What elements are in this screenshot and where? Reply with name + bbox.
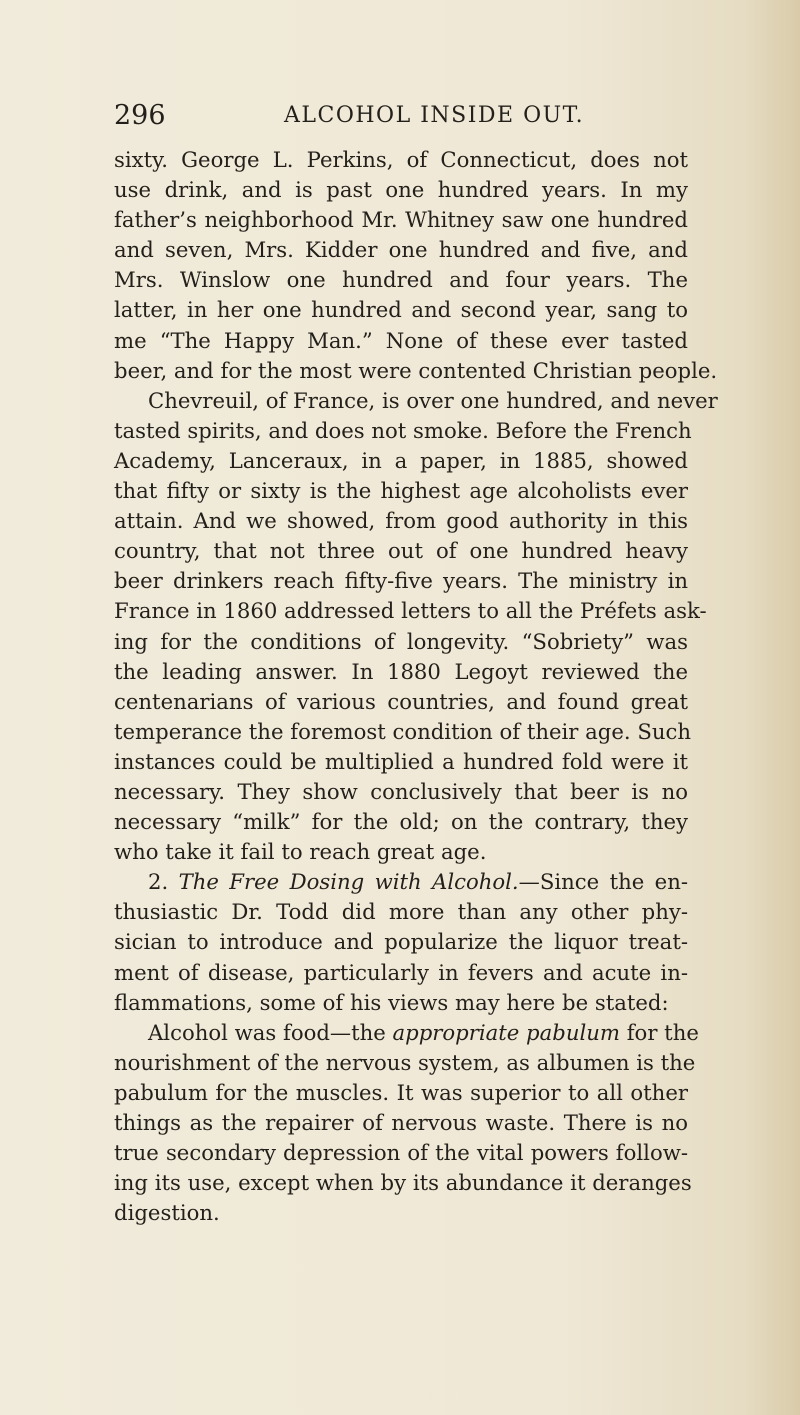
text-line: that fifty or sixty is the highest age alcoholists ever	[114, 478, 688, 504]
text-line: the leading answer. In 1880 Legoyt reviewed the	[114, 658, 688, 684]
text-line: Academy, Lanceraux, in a paper, in 1885, showed	[114, 447, 688, 473]
text-line: tasted spirits, and does not smoke. Before the French	[114, 417, 692, 443]
text-line-segment: —Since the en-	[518, 869, 688, 895]
text-line: latter, in her one hundred and second year, sang to	[114, 297, 688, 323]
text-line: necessary “milk” for the old; on the contrary, they	[114, 809, 688, 835]
text-line: Chevreuil, of France, is over one hundred, and never	[148, 387, 718, 413]
text-line: France in 1860 addressed letters to all the Préfets ask-	[114, 598, 707, 624]
text-line-segment: Alcohol was food—the	[148, 1019, 393, 1045]
text-line: beer, and for the most were contented Christian people.	[114, 357, 718, 383]
italic-text: The Free Dosing with Alcohol.	[178, 869, 519, 895]
italic-text: appropriate pabulum	[392, 1019, 620, 1045]
text-line: who take it fail to reach great age.	[114, 839, 487, 865]
text-line: temperance the foremost condition of their age. Such	[114, 718, 692, 744]
text-line: sixty. George L. Perkins, of Connecticut, does not	[114, 147, 688, 172]
text-line: me “The Happy Man.” None of these ever tasted	[114, 327, 688, 353]
text-line-segment: 2.	[148, 869, 179, 895]
page-header	[114, 100, 684, 140]
text-line: true secondary depression of the vital powers follow-	[114, 1140, 688, 1166]
text-line: necessary. They show conclusively that beer is no	[114, 778, 688, 804]
text-line: country, that not three out of one hundred heavy	[114, 538, 688, 564]
text-line: ing its use, except when by its abundance it deranges	[114, 1170, 692, 1196]
text-line: and seven, Mrs. Kidder one hundred and five, and	[114, 237, 688, 263]
text-line	[114, 1018, 699, 1048]
text-line: sician to introduce and popularize the liquor treat-	[114, 929, 688, 955]
text-line: instances could be multiplied a hundred fold were it	[114, 748, 688, 774]
text-line-segment: for the	[619, 1019, 699, 1045]
text-line: pabulum for the muscles. It was superior to all other	[114, 1079, 688, 1105]
text-line: nourishment of the nervous system, as albumen is the	[114, 1049, 696, 1075]
text-line: ing for the conditions of longevity. “Sobriety” was	[114, 628, 688, 654]
running-head: ALCOHOL INSIDE OUT.	[284, 103, 585, 128]
text-line: Mrs. Winslow one hundred and four years. The	[114, 267, 688, 293]
text-line: flammations, some of his views may here be stated:	[114, 989, 669, 1015]
body-text	[114, 145, 718, 1228]
text-line: things as the repairer of nervous waste. There is no	[114, 1110, 688, 1135]
text-line: centenarians of various countries, and found great	[114, 688, 688, 714]
text-line: beer drinkers reach fifty-five years. The ministry in	[114, 568, 688, 594]
page-number: 296	[114, 100, 166, 131]
text-line: digestion.	[114, 1200, 220, 1226]
text-line: father’s neighborhood Mr. Whitney saw one hundred	[114, 207, 688, 233]
text-line: attain. And we showed, from good authority in this	[114, 508, 688, 534]
text-line	[114, 867, 688, 897]
text-line: thusiastic Dr. Todd did more than any other phy-	[114, 899, 688, 925]
text-line: ment of disease, particularly in fevers and acute in-	[114, 959, 688, 985]
text-line: use drink, and is past one hundred years. In my	[114, 177, 688, 203]
